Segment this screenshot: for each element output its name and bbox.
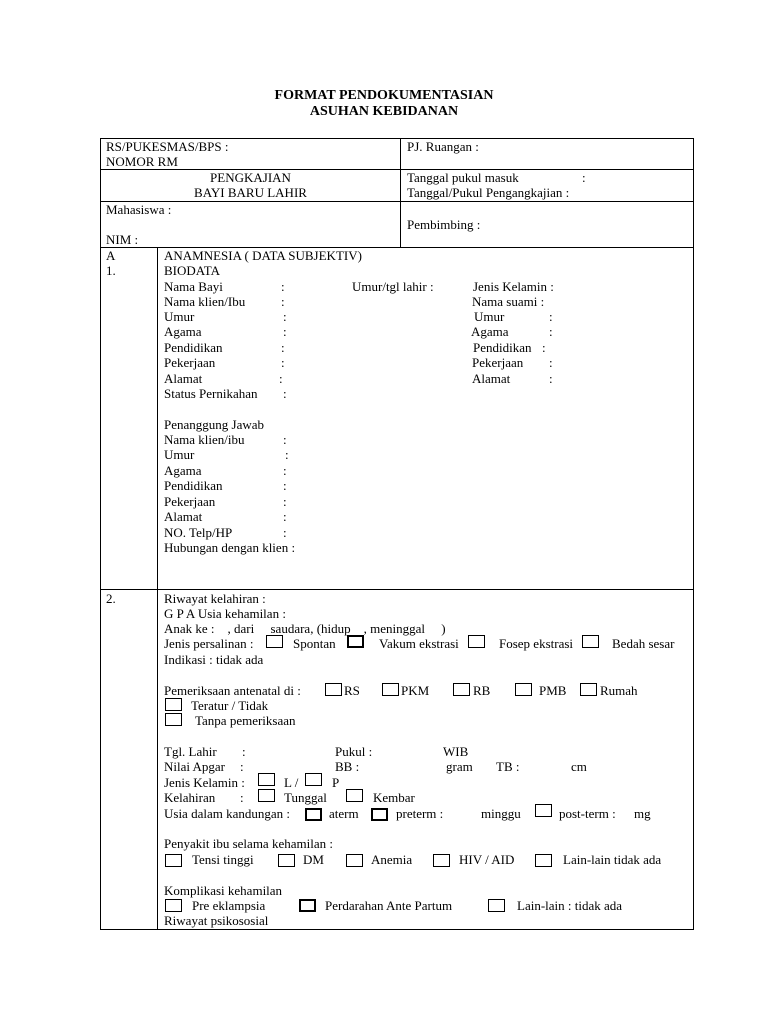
- pj-label: NO. Telp/HP: [164, 525, 233, 540]
- penanggung-jawab-heading: Penanggung Jawab: [164, 417, 265, 432]
- biodata-label: Status Pernikahan: [164, 386, 258, 401]
- laki-laki-label: L /: [284, 775, 299, 790]
- mg-label: mg: [634, 806, 651, 821]
- pj-label: Agama: [164, 463, 202, 478]
- rumah-label: Rumah: [600, 683, 638, 698]
- spontan-label: Spontan: [293, 636, 336, 651]
- jenis-kelamin-label: Jenis Kelamin :: [164, 775, 245, 790]
- tanpa-checkbox[interactable]: [165, 713, 182, 726]
- colon: :: [283, 309, 287, 324]
- dm-label: DM: [303, 852, 324, 867]
- dm-checkbox[interactable]: [278, 854, 295, 867]
- biodata-right-label: Alamat: [472, 371, 511, 386]
- colon: :: [281, 340, 285, 355]
- wib-label: WIB: [443, 744, 469, 759]
- nomor-rm-label: NOMOR RM: [106, 154, 178, 169]
- bedah-checkbox[interactable]: [582, 635, 599, 648]
- biodata-label: Agama: [164, 324, 202, 339]
- kembar-checkbox[interactable]: [346, 789, 363, 802]
- bedah-label: Bedah sesar: [612, 636, 675, 651]
- biodata-right-label: Nama suami :: [472, 294, 545, 309]
- bb-label: BB :: [335, 759, 360, 774]
- tanggal-pengkajian-label: Tanggal/Pukul Pengangkajian :: [407, 185, 570, 200]
- section-2-number: 2.: [106, 591, 116, 606]
- biodata-label: Umur: [164, 309, 195, 324]
- table-border-left: [100, 138, 101, 930]
- colon: :: [549, 371, 553, 386]
- colon: :: [283, 494, 287, 509]
- biodata-right-label: Pendidikan: [473, 340, 532, 355]
- tanpa-label: Tanpa pemeriksaan: [195, 713, 296, 728]
- perdarahan-label: Perdarahan Ante Partum: [325, 898, 453, 913]
- pre-eklampsia-checkbox[interactable]: [165, 899, 182, 912]
- colon: :: [281, 294, 285, 309]
- perempuan-label: P: [332, 775, 340, 790]
- anemia-checkbox[interactable]: [346, 854, 363, 867]
- jenis-persalinan-label: Jenis persalinan :: [164, 636, 254, 651]
- lainlain-label: Lain-lain tidak ada: [563, 852, 662, 867]
- perempuan-checkbox[interactable]: [305, 773, 322, 786]
- tunggal-checkbox[interactable]: [258, 789, 275, 802]
- table-column-divider: [400, 138, 401, 248]
- pj-label: Alamat: [164, 509, 203, 524]
- table-border-right: [693, 138, 694, 930]
- section-a-number: 1.: [106, 263, 116, 278]
- colon: :: [283, 324, 287, 339]
- mahasiswa-label: Mahasiswa :: [106, 202, 172, 217]
- pembimbing-label: Pembimbing :: [407, 217, 481, 232]
- rb-checkbox[interactable]: [453, 683, 470, 696]
- antenatal-label: Pemeriksaan antenatal di :: [164, 683, 301, 698]
- colon: :: [240, 759, 244, 774]
- colon: :: [283, 509, 287, 524]
- tanggal-masuk-colon: :: [582, 170, 586, 185]
- postterm-label: post-term :: [559, 806, 616, 821]
- postterm-checkbox[interactable]: [535, 804, 552, 817]
- table-row-divider: [100, 589, 694, 590]
- kelahiran-label: Kelahiran: [164, 790, 216, 805]
- tensi-checkbox[interactable]: [165, 854, 182, 867]
- lainlain2-checkbox[interactable]: [488, 899, 505, 912]
- riwayat-kelahiran-heading: Riwayat kelahiran :: [164, 591, 266, 606]
- pj-label: Nama klien/ibu: [164, 432, 245, 447]
- anak-ke-label: Anak ke : , dari saudara, (hidup , meninggal ): [164, 621, 446, 636]
- preterm-checkbox[interactable]: [371, 808, 388, 821]
- biodata-right-label: Umur: [474, 309, 505, 324]
- table-row-divider: [100, 201, 694, 202]
- minggu-label: minggu: [481, 806, 521, 821]
- colon: :: [283, 386, 287, 401]
- table-column-divider: [157, 247, 158, 930]
- colon: :: [283, 432, 287, 447]
- fosep-checkbox[interactable]: [468, 635, 485, 648]
- fosep-label: Fosep ekstrasi: [499, 636, 574, 651]
- colon: :: [283, 525, 287, 540]
- spontan-checkbox[interactable]: [266, 635, 283, 648]
- tunggal-label: Tunggal: [284, 790, 327, 805]
- pre-eklampsia-label: Pre eklampsia: [192, 898, 266, 913]
- gram-label: gram: [446, 759, 473, 774]
- usia-kandungan-label: Usia dalam kandungan :: [164, 806, 290, 821]
- perdarahan-checkbox[interactable]: [299, 899, 316, 912]
- biodata-label: Alamat: [164, 371, 203, 386]
- table-border-bottom: [100, 929, 694, 930]
- colon: :: [281, 355, 285, 370]
- indikasi-label: Indikasi : tidak ada: [164, 652, 264, 667]
- colon: :: [549, 309, 553, 324]
- rs-checkbox[interactable]: [325, 683, 342, 696]
- document-title: FORMAT PENDOKUMENTASIAN: [274, 88, 494, 103]
- colon: :: [283, 463, 287, 478]
- hubungan-label: Hubungan dengan klien :: [164, 540, 296, 555]
- anamnesia-heading: ANAMNESIA ( DATA SUBJEKTIV): [164, 248, 362, 263]
- document-subtitle: ASUHAN KEBIDANAN: [309, 104, 459, 119]
- rs-label: RS/PUKESMAS/BPS :: [106, 139, 229, 154]
- colon: :: [285, 447, 289, 462]
- biodata-heading: BIODATA: [164, 263, 221, 278]
- colon: :: [279, 371, 283, 386]
- cm-label: cm: [571, 759, 587, 774]
- rs-label: RS: [344, 683, 360, 698]
- bayi-baru-lahir-label: BAYI BARU LAHIR: [194, 185, 307, 200]
- preterm-label: preterm :: [396, 806, 444, 821]
- pj-label: Pendidikan: [164, 478, 223, 493]
- pkm-checkbox[interactable]: [382, 683, 399, 696]
- pengkajian-label: PENGKAJIAN: [210, 170, 291, 185]
- colon: :: [242, 744, 246, 759]
- biodata-right-label: Jenis Kelamin :: [473, 279, 554, 294]
- tensi-label: Tensi tinggi: [192, 852, 254, 867]
- psikososial-label: Riwayat psikososial: [164, 913, 269, 928]
- aterm-label: aterm: [329, 806, 359, 821]
- biodata-label: Nama Bayi: [164, 279, 223, 294]
- penyakit-label: Penyakit ibu selama kehamilan :: [164, 836, 333, 851]
- vakum-checkbox[interactable]: [347, 635, 364, 648]
- anemia-label: Anemia: [371, 852, 413, 867]
- rumah-checkbox[interactable]: [580, 683, 597, 696]
- colon: :: [281, 279, 285, 294]
- pj-label: Pekerjaan: [164, 494, 216, 509]
- teratur-label: Teratur / Tidak: [191, 698, 269, 713]
- laki-laki-checkbox[interactable]: [258, 773, 275, 786]
- section-a-letter: A: [106, 248, 116, 263]
- biodata-right-label: Pekerjaan: [472, 355, 524, 370]
- colon: :: [283, 478, 287, 493]
- umur-tgl-lahir-label: Umur/tgl lahir :: [352, 279, 434, 294]
- komplikasi-label: Komplikasi kehamilan: [164, 883, 283, 898]
- tanggal-masuk-label: Tanggal pukul masuk: [407, 170, 519, 185]
- colon: :: [549, 355, 553, 370]
- teratur-checkbox[interactable]: [165, 698, 182, 711]
- pkm-label: PKM: [401, 683, 430, 698]
- hiv-checkbox[interactable]: [433, 854, 450, 867]
- pmb-label: PMB: [539, 683, 567, 698]
- biodata-right-label: Agama: [471, 324, 509, 339]
- pmb-checkbox[interactable]: [515, 683, 532, 696]
- pj-ruangan-label: PJ. Ruangan :: [407, 139, 479, 154]
- tb-label: TB :: [496, 759, 520, 774]
- hiv-label: HIV / AID: [459, 852, 515, 867]
- vakum-label: Vakum ekstrasi: [379, 636, 459, 651]
- lainlain-checkbox[interactable]: [535, 854, 552, 867]
- pukul-label: Pukul :: [335, 744, 373, 759]
- gpa-label: G P A Usia kehamilan :: [164, 606, 286, 621]
- rb-label: RB: [473, 683, 491, 698]
- apgar-label: Nilai Apgar: [164, 759, 226, 774]
- biodata-label: Pekerjaan: [164, 355, 216, 370]
- colon: :: [240, 790, 244, 805]
- biodata-label: Nama klien/Ibu: [164, 294, 246, 309]
- tgl-lahir-label: Tgl. Lahir: [164, 744, 217, 759]
- nim-label: NIM :: [106, 232, 139, 247]
- aterm-checkbox[interactable]: [305, 808, 322, 821]
- colon: :: [542, 340, 546, 355]
- pj-label: Umur: [164, 447, 195, 462]
- kembar-label: Kembar: [373, 790, 415, 805]
- biodata-label: Pendidikan: [164, 340, 223, 355]
- colon: :: [549, 324, 553, 339]
- lainlain2-label: Lain-lain : tidak ada: [517, 898, 623, 913]
